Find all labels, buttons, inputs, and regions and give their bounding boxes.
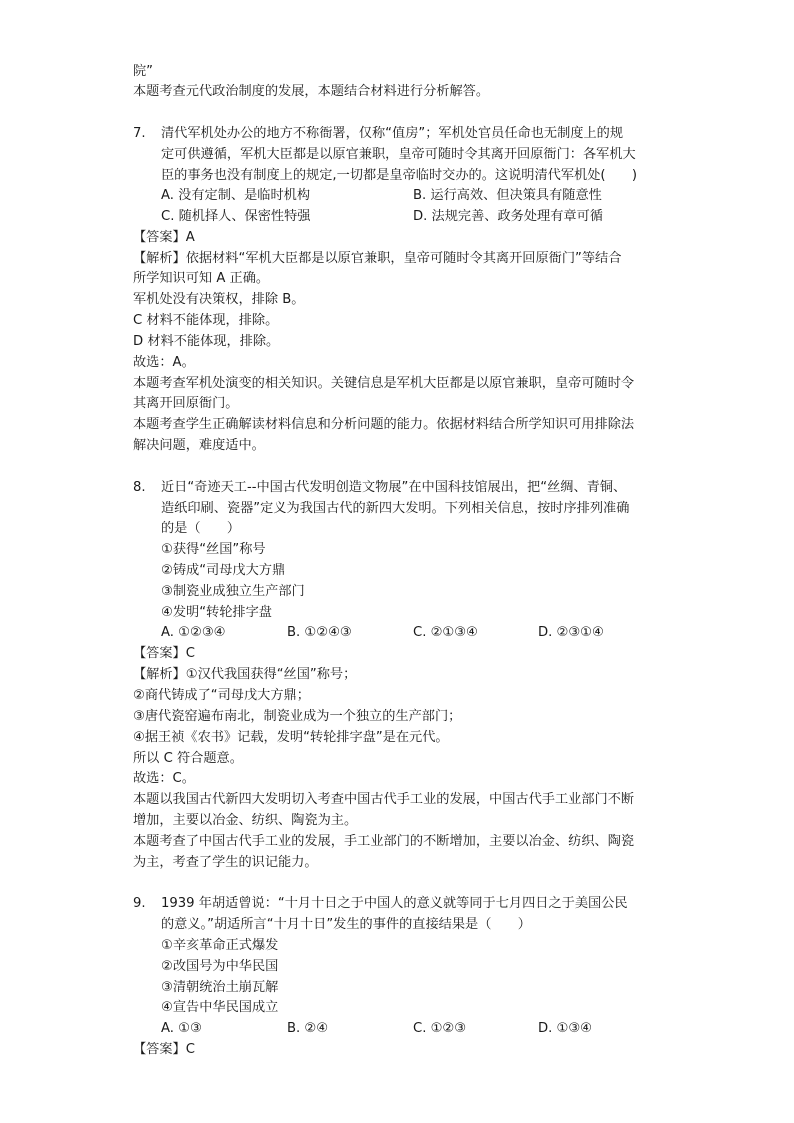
statement-item: ③清朝统治土崩瓦解	[161, 980, 279, 995]
question-number: 9.	[133, 896, 146, 911]
option-d: D. ①③④	[538, 1021, 593, 1036]
explanation-line: 本题以我国古代新四大发明切入考查中国古代手工业的发展，中国古代手工业部门不断	[133, 792, 635, 807]
explanation-line: C 材料不能体现，排除。	[133, 313, 279, 328]
question-text: 的意义。”胡适所言“十月十日”发生的事件的直接结果是（ ）	[161, 917, 531, 932]
question-text: 臣的事务也没有制度上的规定,一切都是皇帝临时交办的。这说明清代军机处( )	[161, 168, 638, 183]
explanation-line: 【解析】依据材料“军机大臣都是以原官兼职，皇帝可随时令其离开回原衙门”等结合	[133, 251, 622, 266]
explanation-line: 故选：A。	[133, 355, 195, 370]
answer-line: 【答案】A	[133, 230, 195, 245]
explanation-line: 为主，考查了学生的识记能力。	[133, 855, 318, 870]
answer-line: 【答案】C	[133, 1042, 195, 1057]
explanation-line: 本题考查了中国古代手工业的发展，手工业部门的不断增加，主要以冶金、纺织、陶瓷	[133, 834, 635, 849]
option-a: A. ①②③④	[161, 625, 226, 640]
option-c: C. 随机择人、保密性特强	[161, 209, 311, 224]
option-b: B. ①②④③	[287, 625, 352, 640]
explanation-line: 本题考查军机处演变的相关知识。关键信息是军机大臣都是以原官兼职，皇帝可随时令	[133, 376, 635, 391]
question-text: 的是（ ）	[161, 521, 241, 536]
explanation-line: 所以 C 符合题意。	[133, 751, 243, 766]
option-a: A. ①③	[161, 1021, 202, 1036]
explanation-line: 所学知识可知 A 正确。	[133, 271, 270, 286]
option-a: A. 没有定制、是临时机构	[161, 188, 311, 203]
explanation-line: 解决问题，难度适中。	[133, 438, 265, 453]
option-c: C. ②①③④	[413, 625, 478, 640]
question-number: 8.	[133, 480, 146, 495]
text-line: 本题考查元代政治制度的发展，本题结合材料进行分析解答。	[133, 84, 490, 99]
explanation-line: D 材料不能体现，排除。	[133, 334, 280, 349]
option-b: B. ②④	[287, 1021, 329, 1036]
question-text: 1939 年胡适曾说：“十月十日之于中国人的意义就等同于七月四日之于美国公民	[161, 896, 628, 911]
explanation-line: ②商代铸成了“司母戊大方鼎；	[133, 688, 310, 703]
explanation-line: 【解析】①汉代我国获得“丝国”称号；	[133, 667, 357, 682]
explanation-line: ③唐代瓷窑遍布南北，制瓷业成为一个独立的生产部门；	[133, 709, 462, 724]
explanation-line: 本题考查学生正确解读材料信息和分析问题的能力。依据材料结合所学知识可用排除法	[133, 417, 635, 432]
explanation-line: ④据王祯《农书》记载，发明“转轮排字盘”是在元代。	[133, 730, 449, 745]
option-d: D. 法规完善、政务处理有章可循	[413, 209, 603, 224]
explanation-line: 其离开回原衙门。	[133, 396, 239, 411]
question-text: 造纸印刷、瓷器”定义为我国古代的新四大发明。下列相关信息，按时序排列准确	[161, 501, 630, 516]
question-text: 定可供遵循，军机大臣都是以原官兼职，皇帝可随时令其离开回原衙门：各军机大	[161, 147, 636, 162]
statement-item: ④发明“转轮排字盘	[161, 605, 272, 620]
option-d: D. ②③①④	[538, 625, 604, 640]
statement-item: ④宣告中华民国成立	[161, 1000, 279, 1015]
statement-item: ②铸成“司母戊大方鼎	[161, 563, 286, 578]
statement-item: ①获得“丝国”称号	[161, 542, 266, 557]
option-b: B. 运行高效、但决策具有随意性	[413, 188, 602, 203]
question-text: 清代军机处办公的地方不称衙署，仅称“值房”；军机处官员任命也无制度上的规	[161, 126, 624, 141]
question-text: 近日“奇迹天工--中国古代发明创造文物展”在中国科技馆展出，把“丝绸、青铜、	[161, 480, 627, 495]
statement-item: ②改国号为中华民国	[161, 959, 279, 974]
question-number: 7.	[133, 126, 146, 141]
option-c: C. ①②③	[413, 1021, 467, 1036]
explanation-line: 故选：C。	[133, 771, 195, 786]
explanation-line: 增加，主要以冶金、纺织、陶瓷为主。	[133, 813, 358, 828]
answer-line: 【答案】C	[133, 646, 195, 661]
text-line: 院”	[133, 64, 154, 79]
statement-item: ①辛亥革命正式爆发	[161, 938, 279, 953]
explanation-line: 军机处没有决策权，排除 B。	[133, 292, 305, 307]
statement-item: ③制瓷业成独立生产部门	[161, 584, 305, 599]
